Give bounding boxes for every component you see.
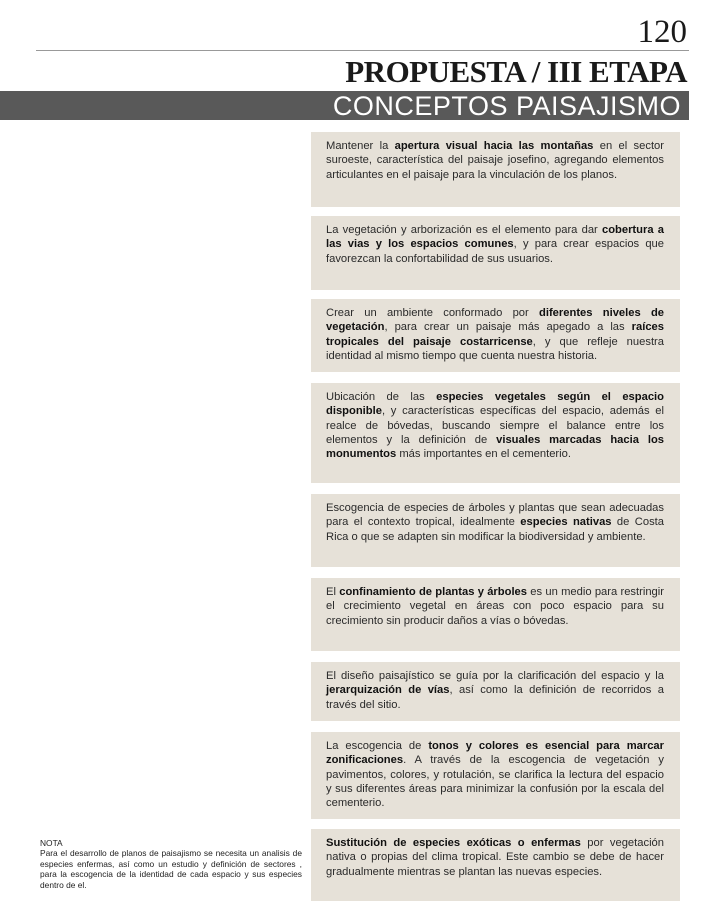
- concept-card: [311, 494, 680, 567]
- concept-seg: . A través de la escogencia de vegetación y pavimentos, colores, y rotulación, se clarifica la lectura del espacio y sus diferentes áreas para minimizar la confusión por la escala del cementerio.: [326, 754, 664, 810]
- concept-seg: El diseño paisajístico se guía por la clarificación del espacio y la: [326, 670, 664, 682]
- concept-seg: , así como la definición de recorridos a través del sitio.: [326, 684, 664, 711]
- concept-seg: de Costa Rica o que se adapten sin modificar la biodiversidad y ambiente.: [326, 516, 664, 543]
- concept-highlight: jerarquización de vías: [326, 684, 450, 697]
- concept-card: [311, 132, 680, 207]
- note-text: Para el desarrollo de planos de paisajismo se necesita un analisis de especies enfermas, así como un estudio y definición de sectores , para la escogencia de la identidad de cada espacio y sus especies dentro de el.: [40, 848, 302, 890]
- subtitle-bar: [0, 91, 689, 120]
- concept-seg: El: [326, 586, 340, 598]
- concept-seg: es un medio para restringir el crecimiento vegetal en áreas con poco espacio para su crecimiento sin producir daños a vías o bóvedas.: [326, 586, 664, 627]
- concept-seg: La escogencia de: [326, 740, 429, 752]
- concept-highlight: especies nativas: [520, 516, 612, 529]
- page-number: 120: [637, 14, 687, 50]
- concept-seg: Escogencia de especies de árboles y plantas que sean adecuadas para el contexto tropical, idealmente: [326, 502, 664, 529]
- page-title: PROPUESTA / III ETAPA: [345, 54, 687, 89]
- concept-highlight: confinamiento de plantas y árboles: [339, 586, 527, 598]
- concept-highlight: especies vegetales según el espacio disponible: [326, 391, 664, 418]
- concept-card: [311, 578, 680, 651]
- concept-seg: Ubicación de las: [326, 391, 437, 403]
- concept-seg: , y que refleje nuestra identidad al mismo tiempo que cuenta nuestra historia.: [326, 335, 665, 362]
- concept-card: [311, 299, 680, 372]
- concept-highlight: tonos y colores es esencial para marcar zonificaciones: [326, 740, 665, 767]
- concept-seg: Crear un ambiente conformado por: [326, 307, 540, 319]
- concept-seg: en el sector suroeste, característica del paisaje josefino, agregando elementos articulantes en el paisaje para la vinculación de los planos.: [326, 140, 664, 181]
- concept-seg: por vegetación nativa o propias del clima tropical. Este cambio se debe de hacer gradualmente mientras se plantan las nuevas especies.: [326, 837, 665, 878]
- concept-card: [311, 732, 680, 819]
- concept-seg: , y para crear espacios que favorezcan la confortabilidad de sus usuarios.: [326, 238, 664, 265]
- section-subtitle: CONCEPTOS PAISAJISMO: [332, 91, 681, 121]
- concept-seg: Mantener la: [326, 140, 395, 152]
- concept-seg: La vegetación y arborización es el elemento para dar: [326, 224, 602, 236]
- concept-card: [311, 662, 680, 721]
- concept-highlight: cobertura a las vias y los espacios comunes: [326, 224, 664, 251]
- concept-highlight: raíces tropicales del paisaje costarricense: [326, 321, 664, 348]
- note-label: NOTA: [40, 838, 63, 848]
- note: [40, 838, 302, 890]
- concept-seg: , y características específicas del espacio, además el realce de bóvedas, buscando siempre el balance entre los elementos y la definición de: [326, 405, 664, 446]
- concept-seg: más importantes en el cementerio.: [396, 448, 571, 461]
- concept-card: [311, 383, 680, 483]
- concept-card: [311, 216, 680, 290]
- concept-highlight: apertura visual hacia las montañas: [394, 140, 594, 152]
- concept-card: [311, 829, 680, 901]
- header-rule: [36, 50, 689, 51]
- concept-highlight: diferentes niveles de vegetación: [326, 307, 665, 334]
- concept-highlight: Sustitución de especies exóticas o enfermas: [326, 837, 581, 849]
- concept-highlight: visuales marcadas hacia los monumentos: [326, 433, 664, 461]
- concept-seg: , para crear un paisaje más apegado a las: [384, 321, 632, 334]
